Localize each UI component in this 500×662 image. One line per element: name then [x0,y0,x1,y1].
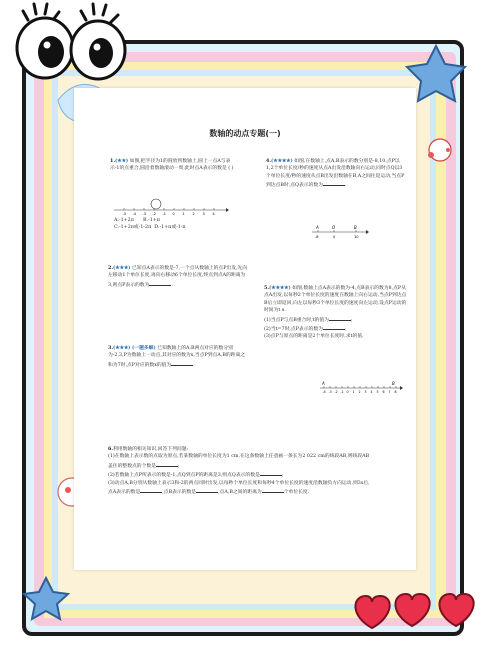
question-1-options [114,217,234,232]
question-1-stars: (★★) [115,158,129,164]
question-5-number: 5. [264,285,270,291]
flower-right-icon [428,139,451,161]
answer-blank[interactable] [323,324,345,330]
question-6-sub2: (2)若数轴上点P所表示的数是-1,点Q到点P的距离是3,则点Q表示的数是 [108,473,260,479]
question-6-sub1: (1)在数轴上表示数的点取为原点,若某数轴的单位长度为1 cm,在这条数轴上任意画一条长为2 022 cm的线段AB,则线段AB盖住的整数点的个数是 [108,454,370,469]
axis-tick-label: -1 [340,390,344,394]
question-6-sub3d: 个单位长度. [283,490,310,496]
answer-blank[interactable] [149,280,171,286]
question-1-text: 如图,把半径为1的圆放到数轴上,圆上一点A与表示-1的点重合,圆沿着数轴滚动一周,此时点A表示的数是 [110,159,231,172]
question-5-number-line [318,380,404,398]
axis-tick-label: 2 [192,212,195,216]
axis-label-b: B [354,225,357,230]
axis-tick-label: -1 [162,212,166,216]
axis-tick-label: 3 [364,390,367,394]
axis-tick-label: 0 [346,390,349,394]
axis-tick-label: 4 [370,390,373,394]
question-3-stars: (★★★) [113,345,131,351]
question-5-stars: (★★★★) [269,285,291,291]
answer-blank[interactable] [329,315,351,321]
hearts-icon [355,594,473,628]
axis-tick-label: 1 [352,390,355,394]
axis-tick-label: -2 [334,390,338,394]
axis-tick-label: -3 [142,212,146,216]
option-c[interactable]: C.-1+2π或-1-2π [114,225,152,231]
axis-label-a: A [322,381,325,386]
answer-blank[interactable] [171,360,193,366]
axis-tick-label: 5 [376,390,379,394]
answer-blank[interactable] [260,470,282,476]
question-3: 3.(★★★) (一题多解) 已知数轴上的A,B两点对应的数分别为-2,3,P为数轴上一动点,其对应的数为x,当点P到点A,B的距离之和为7时,点P对应的数x的值为 . [108,345,246,368]
question-4-stars: (★★★★) [271,158,293,164]
option-d[interactable]: D.-1+π或-1-π [154,225,186,231]
option-a[interactable]: A.-1+2π [114,218,134,223]
axis-tick-label: 6 [382,390,385,394]
cartoon-eyes-icon [17,4,125,79]
question-2: 2.(★★★) 已知点A表示的数是-7,一个点从数轴上的点P出发,先向左移动1个单位长度,再向右移动6个单位长度,终点到点A的距离为3,则点P表示的数为 . [108,265,248,288]
question-4: 4.(★★★★) 如图,在数轴上,点A,B表示的数分别是-8,10,点P以1,2个单位长度/秒的速度从点A出发沿数轴向右运动,同时点Q以3个单位长度/秒的速度从点B出发沿数轴在B,A之间往返运动,当点P到达点B时,点Q表示的数为 . [266,158,405,189]
axis-tick-label: 4 [212,212,215,216]
question-2-stars: (★★★) [113,265,131,271]
axis-tick-label: 8 [394,390,397,394]
question-3-tag: (一题多解) [132,345,156,351]
axis-tick-label: -3 [122,212,126,216]
answer-blank[interactable] [196,487,218,493]
question-3-text: 已知数轴上的A,B两点对应的数分别为-2,3,P为数轴上一动点,其对应的数为x,当点P到点A,B的距离之和为7时,点P对应的数x的值为 [108,346,246,368]
axis-tick-label: 7 [388,390,391,394]
answer-blank[interactable] [156,461,178,467]
question-6-sub3b: ,点B表示的数是 [162,490,197,496]
answer-blank[interactable] [140,487,162,493]
question-2-text: 已知点A表示的数是-7,一个点从数轴上的点P出发,先向左移动1个单位长度,再向右移动6个单位长度,终点到点A的距离为3,则点P表示的数为 [108,266,248,288]
page-title: 数轴的动点专题(一) [209,129,281,138]
axis-label-a: A [316,225,319,230]
option-b[interactable]: B.-1+π [143,218,160,223]
question-1-number: 1. [110,158,116,164]
question-1-paren: ( ) [228,166,234,172]
question-6: 6.利用数轴的相关知识,回答下列问题: (1)在数轴上表示数的点取为原点,若某数轴的单位长度为1 cm,在这条数轴上任意画一条长为2 022 cm的线段AB,则线段AB盖住的整数点的个数是 ; (2)若数轴上点P所表示的数是-1,点Q到点P的距离是3,则点Q表示的数是 ; (3)动点A,B分别从数轴上表示3和-2的两点同时出发,以每秒个单位长度和每秒4个单位长度的速度沿数轴负方向运动,则3s后,点A表示的数是 ,点B表示的数是 ,点A,B之间的距离为 个单位长度. [108,446,370,496]
question-6-intro: 利用数轴的相关知识,回答下列问题: [113,447,189,452]
question-5: 5.(★★★★) 如图,数轴上点A表示的数为-4,点B表示的数为8,点P从点A出发,以每秒2个单位长度的速度在数轴上向右运动,当点P到达点B后立即返回,向左以每秒3个单位长度的速度向左运动,设点P运动的时间为t s. (1)当点P与点B重合时,t的值为 ; (2)当t=7时,点P表示的数为 ; (3)点P与原点的距离是2个单位长度时,求t的值. [264,285,407,340]
axis-tick-label: -4 [322,390,326,394]
question-3-number: 3. [108,345,114,351]
axis-num-a: -8 [315,235,319,239]
axis-tick-label: 2 [358,390,361,394]
question-2-number: 2. [108,265,114,271]
question-6-sub3c: ,点A,B之间的距离为 [218,490,262,496]
question-4-number: 4. [266,158,272,164]
question-4-number-line [310,224,370,244]
axis-tick-label: 3 [202,212,205,216]
axis-label-o: O [332,225,336,230]
axis-tick-label: -3 [328,390,332,394]
axis-num-b: 10 [354,235,359,239]
question-5-sub1: (1)当点P与点B重合时,t的值为 [264,317,329,323]
axis-tick-label: 0 [172,212,175,216]
answer-blank[interactable] [323,180,345,186]
question-6-sub3: (3)动点A,B分别从数轴上表示3和-2的两点同时出发,以每秒个单位长度和每秒4个单位长度的速度沿数轴负方向运动,则3s后,点A表示的数是 [108,480,370,496]
axis-tick-label: -4 [132,212,136,216]
question-1 [110,158,238,173]
axis-num-o: 0 [333,235,336,239]
axis-tick-label: 1 [182,212,185,216]
question-6-number: 6. [108,446,114,452]
question-5-sub2: (2)当t=7时,点P表示的数为 [264,327,323,333]
question-4-text: 如图,在数轴上,点A,B表示的数分别是-8,10,点P以1,2个单位长度/秒的速度从点A出发沿数轴向右运动,同时点Q以3个单位长度/秒的速度从点B出发沿数轴在B,A之间往返运动,当点P到达点B时,点Q表示的数为 [266,159,405,189]
question-1-number-line [110,196,230,218]
answer-blank[interactable] [262,487,284,493]
axis-tick-label: -2 [152,212,156,216]
axis-label-b: B [392,381,395,386]
question-5-text: 如图,数轴上点A表示的数为-4,点B表示的数为8,点P从点A出发,以每秒2个单位长度的速度在数轴上向右运动,当点P到达点B后立即返回,向左以每秒3个单位长度的速度向左运动,设点P运动的时间为t s. [264,286,407,314]
question-5-sub3: (3)点P与原点的距离是2个单位长度时,求t的值. [264,334,364,340]
star-bottom-left-icon [24,578,68,619]
